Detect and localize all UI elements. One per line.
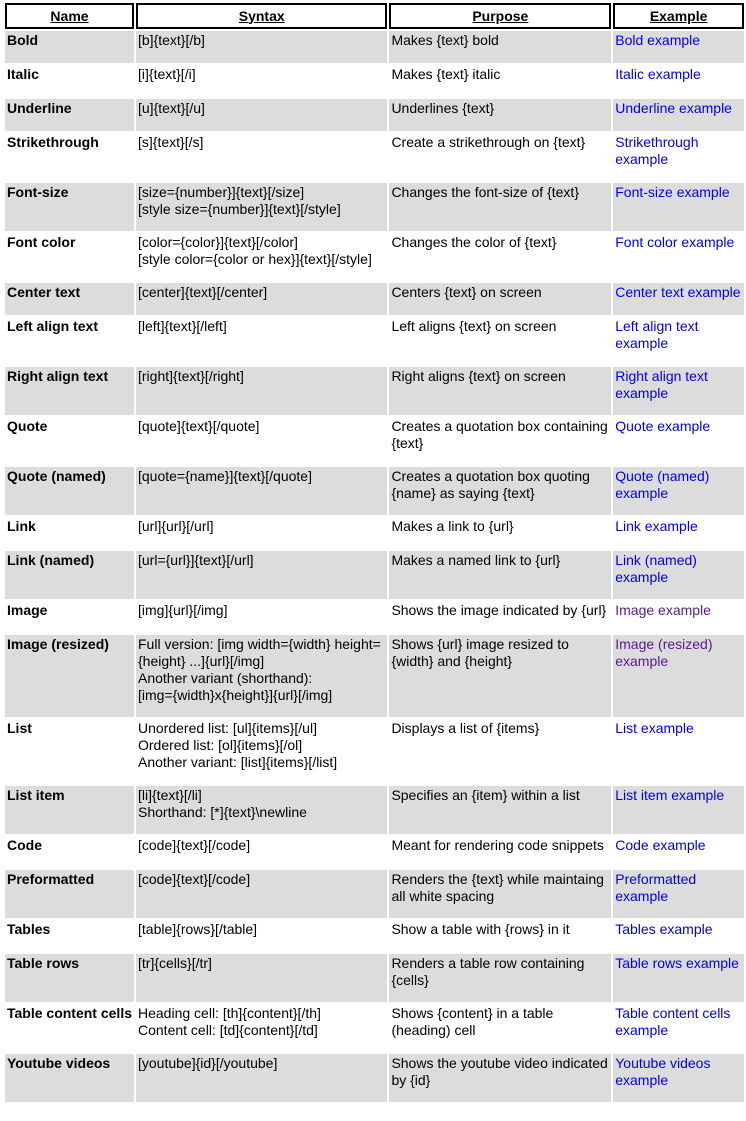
table-row	[5, 467, 744, 515]
purpose-cell-line: Makes {text} italic	[391, 66, 501, 82]
syntax-cell	[136, 283, 387, 315]
tag-name-cell: Quote	[5, 417, 134, 465]
purpose-cell-line: {name} as saying {text}	[391, 485, 535, 501]
tag-name-cell: Link	[5, 517, 134, 549]
example-column-header: Example	[613, 3, 744, 29]
example-link-line: Tables example	[615, 921, 713, 937]
table-row	[5, 133, 744, 181]
tag-name-cell: Code	[5, 836, 134, 868]
table-row	[5, 99, 744, 131]
purpose-cell-line: Makes {text} bold	[391, 32, 499, 48]
purpose-cell-line: {cells}	[391, 972, 429, 988]
name-column-header: Name	[5, 3, 134, 29]
syntax-cell-line: Content cell: [td]{content}[/td]	[138, 1022, 318, 1038]
example-cell	[613, 99, 744, 131]
purpose-cell-line: Creates a quotation box quoting	[391, 468, 590, 484]
example-link-line: example	[615, 1022, 669, 1038]
purpose-cell-line: Makes a link to {url}	[391, 518, 514, 534]
syntax-cell	[136, 719, 387, 784]
syntax-cell-line: [li]{text}[/li]	[138, 787, 202, 803]
syntax-cell-line: [i]{text}[/i]	[138, 66, 196, 82]
example-link[interactable]	[615, 552, 742, 586]
example-link[interactable]	[615, 787, 742, 804]
purpose-cell-line: Left aligns {text} on screen	[391, 318, 557, 334]
example-link[interactable]	[615, 368, 742, 402]
example-link-line: Left align text	[615, 318, 699, 334]
example-link-line: Table rows example	[615, 955, 739, 971]
tag-name-cell: Image	[5, 601, 134, 633]
example-link[interactable]	[615, 184, 742, 201]
table-row	[5, 1054, 744, 1102]
tag-name-cell: Preformatted	[5, 870, 134, 918]
syntax-cell-line: Another variant: [list]{items}[/list]	[138, 754, 338, 770]
syntax-cell	[136, 601, 387, 633]
table-row	[5, 601, 744, 633]
tag-name-cell: Youtube videos	[5, 1054, 134, 1102]
example-link[interactable]	[615, 720, 742, 737]
example-link-line: example	[615, 653, 669, 669]
tag-name-cell: Link (named)	[5, 551, 134, 599]
example-cell	[613, 954, 744, 1002]
syntax-cell-line: [color={color}]{text}[/color]	[138, 234, 298, 250]
tag-name-cell: Table rows	[5, 954, 134, 1002]
table-row	[5, 517, 744, 549]
syntax-cell	[136, 1054, 387, 1102]
example-link-line: List item example	[615, 787, 725, 803]
example-link-line: Right align text	[615, 368, 708, 384]
syntax-cell	[136, 367, 387, 415]
purpose-cell-line: Changes the font-size of {text}	[391, 184, 580, 200]
syntax-cell	[136, 517, 387, 549]
example-cell	[613, 836, 744, 868]
table-body	[5, 31, 744, 1102]
example-link[interactable]	[615, 234, 742, 251]
purpose-cell-line: by {id}	[391, 1072, 431, 1088]
syntax-cell-line: {height} ...]{url}[/img]	[138, 653, 265, 669]
tag-name-cell: Strikethrough	[5, 133, 134, 181]
example-cell	[613, 317, 744, 365]
example-cell	[613, 517, 744, 549]
example-link[interactable]	[615, 921, 742, 938]
purpose-cell	[389, 1004, 611, 1052]
syntax-cell	[136, 317, 387, 365]
purpose-cell-line: Displays a list of {items}	[391, 720, 540, 736]
table-row	[5, 367, 744, 415]
syntax-cell-line: [style color={color or hex}]{text}[/style]	[138, 251, 372, 267]
syntax-cell-line: Full version: [img width={width} height=	[138, 636, 381, 652]
example-cell	[613, 786, 744, 834]
example-link-line: Image (resized)	[615, 636, 713, 652]
example-link[interactable]	[615, 955, 742, 972]
example-link[interactable]	[615, 1005, 742, 1039]
syntax-cell-line: Unordered list: [ul]{items}[/ul]	[138, 720, 317, 736]
example-link-line: Underline example	[615, 100, 732, 116]
tag-name-cell: Table content cells	[5, 1004, 134, 1052]
syntax-cell-line: Another variant (shorthand):	[138, 670, 313, 686]
example-link-line: Italic example	[615, 66, 701, 82]
purpose-cell	[389, 719, 611, 784]
syntax-cell-line: [style size={number}]{text}[/style]	[138, 201, 341, 217]
purpose-cell	[389, 517, 611, 549]
syntax-cell	[136, 133, 387, 181]
example-link-line: Quote (named)	[615, 468, 710, 484]
tag-name-cell: Bold	[5, 31, 134, 63]
syntax-cell-line: [img]{url}[/img]	[138, 602, 228, 618]
syntax-cell	[136, 836, 387, 868]
purpose-cell-line: all white spacing	[391, 888, 495, 904]
example-link-line: example	[615, 888, 669, 904]
purpose-cell-line: Creates a quotation box containing	[391, 418, 608, 434]
example-link-line: Code example	[615, 837, 706, 853]
syntax-cell-line: [left]{text}[/left]	[138, 318, 227, 334]
purpose-cell-line: Centers {text} on screen	[391, 284, 542, 300]
example-link-line: example	[615, 385, 669, 401]
syntax-cell-line: [code]{text}[/code]	[138, 837, 251, 853]
purpose-cell-line: Shows the youtube video indicated	[391, 1055, 608, 1071]
example-cell	[613, 601, 744, 633]
example-cell	[613, 719, 744, 784]
purpose-cell-line: Makes a named link to {url}	[391, 552, 561, 568]
example-link[interactable]	[615, 518, 742, 535]
purpose-cell	[389, 786, 611, 834]
example-link-line: example	[615, 485, 669, 501]
purpose-cell-line: Renders a table row containing	[391, 955, 585, 971]
purpose-cell	[389, 31, 611, 63]
example-link-line: Table content cells	[615, 1005, 731, 1021]
syntax-cell-line: [b]{text}[/b]	[138, 32, 205, 48]
syntax-cell	[136, 183, 387, 231]
purpose-cell	[389, 551, 611, 599]
table-row	[5, 317, 744, 365]
example-link[interactable]	[615, 134, 742, 168]
syntax-cell-line: [s]{text}[/s]	[138, 134, 204, 150]
purpose-cell	[389, 1054, 611, 1102]
purpose-cell-line: Shows {content} in a table	[391, 1005, 554, 1021]
example-link-line: example	[615, 1072, 669, 1088]
example-cell	[613, 1004, 744, 1052]
tag-name-cell: Image (resized)	[5, 635, 134, 717]
syntax-cell-line: [img={width}x{height}]{url}[/img]	[138, 687, 333, 703]
syntax-cell	[136, 99, 387, 131]
syntax-column-header: Syntax	[136, 3, 387, 29]
example-cell	[613, 870, 744, 918]
purpose-cell-line: Underlines {text}	[391, 100, 495, 116]
tag-name-cell: Quote (named)	[5, 467, 134, 515]
syntax-cell-line: Shorthand: [*]{text}\newline	[138, 804, 307, 820]
example-cell	[613, 467, 744, 515]
purpose-cell-line: (heading) cell	[391, 1022, 476, 1038]
table-row	[5, 1004, 744, 1052]
example-link[interactable]	[615, 636, 742, 670]
syntax-cell-line: [quote]{text}[/quote]	[138, 418, 260, 434]
purpose-cell-line: {text}	[391, 435, 424, 451]
example-link-line: Image example	[615, 602, 711, 618]
syntax-cell	[136, 870, 387, 918]
example-link[interactable]	[615, 284, 742, 301]
table-row	[5, 183, 744, 231]
syntax-cell	[136, 1004, 387, 1052]
table-row	[5, 719, 744, 784]
table-row	[5, 417, 744, 465]
table-row	[5, 870, 744, 918]
syntax-cell-line: [center]{text}[/center]	[138, 284, 268, 300]
example-cell	[613, 551, 744, 599]
syntax-cell-line: [size={number}]{text}[/size]	[138, 184, 305, 200]
purpose-cell	[389, 367, 611, 415]
syntax-cell	[136, 786, 387, 834]
tag-name-cell: Center text	[5, 283, 134, 315]
table-row	[5, 836, 744, 868]
table-row	[5, 786, 744, 834]
tag-name-cell: Left align text	[5, 317, 134, 365]
purpose-cell-line: Renders the {text} while maintaing	[391, 871, 604, 887]
example-link[interactable]	[615, 32, 742, 49]
syntax-cell	[136, 467, 387, 515]
syntax-cell	[136, 635, 387, 717]
purpose-cell-line: Changes the color of {text}	[391, 234, 557, 250]
example-cell	[613, 31, 744, 63]
header-row	[5, 3, 744, 29]
table-row	[5, 954, 744, 1002]
example-link-line: Link example	[615, 518, 698, 534]
example-link-line: Preformatted	[615, 871, 697, 887]
example-link-line: example	[615, 151, 669, 167]
purpose-cell-line: Show a table with {rows} in it	[391, 921, 570, 937]
table-row	[5, 233, 744, 281]
example-link[interactable]	[615, 100, 742, 117]
example-link-line: Quote example	[615, 418, 711, 434]
purpose-cell	[389, 417, 611, 465]
example-link[interactable]	[615, 318, 742, 352]
example-cell	[613, 283, 744, 315]
syntax-cell	[136, 233, 387, 281]
syntax-cell-line: [tr]{cells}[/tr]	[138, 955, 212, 971]
syntax-cell-line: [quote={name}]{text}[/quote]	[138, 468, 312, 484]
tag-name-cell: List item	[5, 786, 134, 834]
example-cell	[613, 1054, 744, 1102]
example-link-line: example	[615, 335, 669, 351]
tag-name-cell: Italic	[5, 65, 134, 97]
purpose-cell	[389, 133, 611, 181]
tag-name-cell: Right align text	[5, 367, 134, 415]
syntax-cell	[136, 920, 387, 952]
purpose-cell	[389, 954, 611, 1002]
purpose-cell	[389, 183, 611, 231]
example-link[interactable]	[615, 602, 742, 619]
purpose-column-header: Purpose	[389, 3, 611, 29]
table-row	[5, 65, 744, 97]
syntax-cell	[136, 551, 387, 599]
syntax-cell-line: [table]{rows}[/table]	[138, 921, 258, 937]
syntax-cell	[136, 954, 387, 1002]
syntax-cell	[136, 417, 387, 465]
purpose-cell	[389, 920, 611, 952]
purpose-cell	[389, 467, 611, 515]
example-link[interactable]	[615, 871, 742, 905]
purpose-cell	[389, 233, 611, 281]
table-row	[5, 551, 744, 599]
purpose-cell	[389, 283, 611, 315]
syntax-cell	[136, 65, 387, 97]
tag-name-cell: Font-size	[5, 183, 134, 231]
table-row	[5, 920, 744, 952]
purpose-cell-line: Shows {url} image resized to	[391, 636, 569, 652]
table-row	[5, 31, 744, 63]
bbcode-reference-table	[3, 1, 746, 1104]
example-cell	[613, 65, 744, 97]
purpose-cell-line: Shows the image indicated by {url}	[391, 602, 607, 618]
example-cell	[613, 367, 744, 415]
syntax-cell-line: Ordered list: [ol]{items}[/ol]	[138, 737, 303, 753]
example-link[interactable]	[615, 1055, 742, 1089]
example-link-line: example	[615, 569, 669, 585]
purpose-cell-line: Specifies an {item} within a list	[391, 787, 580, 803]
example-link[interactable]	[615, 66, 742, 83]
syntax-cell-line: [url]{url}[/url]	[138, 518, 214, 534]
example-link-line: Font-size example	[615, 184, 730, 200]
syntax-cell-line: [url={url}]{text}[/url]	[138, 552, 254, 568]
example-cell	[613, 635, 744, 717]
example-link-line: Bold example	[615, 32, 701, 48]
purpose-cell-line: Create a strikethrough on {text}	[391, 134, 586, 150]
purpose-cell	[389, 65, 611, 97]
example-link-line: Link (named)	[615, 552, 697, 568]
purpose-cell	[389, 317, 611, 365]
tag-name-cell: Underline	[5, 99, 134, 131]
example-link-line: Strikethrough	[615, 134, 699, 150]
syntax-cell-line: Heading cell: [th]{content}[/th]	[138, 1005, 321, 1021]
example-cell	[613, 133, 744, 181]
purpose-cell	[389, 836, 611, 868]
tag-name-cell: List	[5, 719, 134, 784]
purpose-cell-line: Right aligns {text} on screen	[391, 368, 566, 384]
purpose-cell-line: Meant for rendering code snippets	[391, 837, 604, 853]
syntax-cell	[136, 31, 387, 63]
purpose-cell	[389, 601, 611, 633]
syntax-cell-line: [youtube]{id}[/youtube]	[138, 1055, 278, 1071]
tag-name-cell: Tables	[5, 920, 134, 952]
example-link-line: Center text example	[615, 284, 741, 300]
purpose-cell	[389, 635, 611, 717]
tag-name-cell: Font color	[5, 233, 134, 281]
example-cell	[613, 183, 744, 231]
example-link-line: Youtube videos	[615, 1055, 711, 1071]
purpose-cell	[389, 870, 611, 918]
example-cell	[613, 417, 744, 465]
example-link[interactable]	[615, 837, 742, 854]
example-link[interactable]	[615, 468, 742, 502]
syntax-cell-line: [u]{text}[/u]	[138, 100, 205, 116]
example-link-line: Font color example	[615, 234, 735, 250]
purpose-cell-line: {width} and {height}	[391, 653, 513, 669]
example-link-line: List example	[615, 720, 694, 736]
purpose-cell	[389, 99, 611, 131]
example-cell	[613, 920, 744, 952]
example-cell	[613, 233, 744, 281]
table-row	[5, 283, 744, 315]
table-row	[5, 635, 744, 717]
syntax-cell-line: [code]{text}[/code]	[138, 871, 251, 887]
syntax-cell-line: [right]{text}[/right]	[138, 368, 244, 384]
example-link[interactable]	[615, 418, 742, 435]
